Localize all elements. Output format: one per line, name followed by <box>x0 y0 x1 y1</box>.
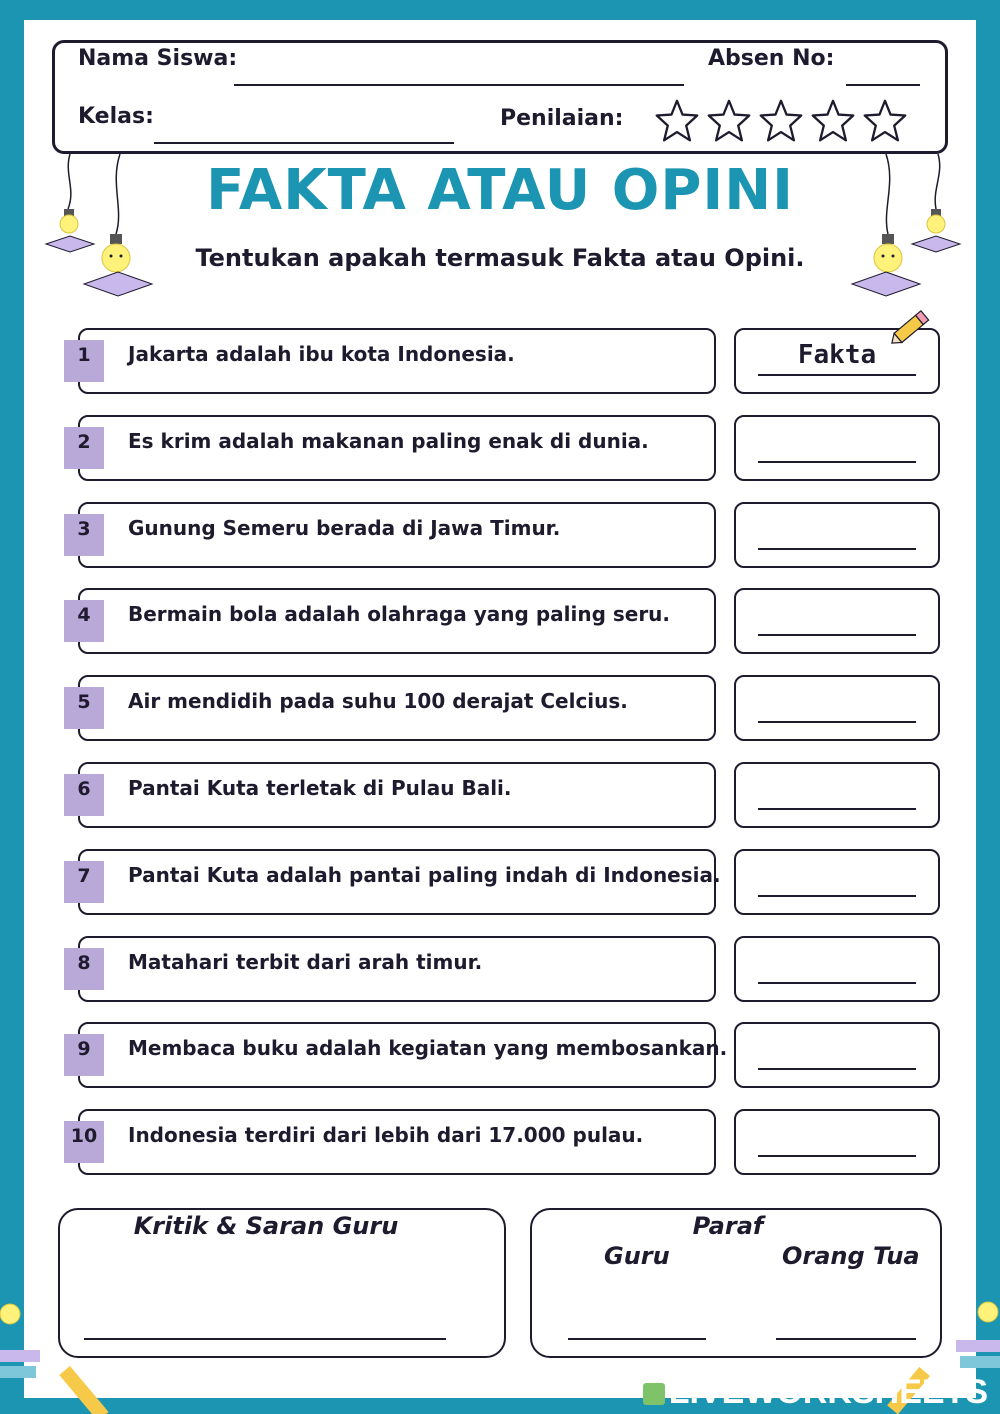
star-outline-icon[interactable] <box>654 98 700 144</box>
question-number: 8 <box>64 948 104 990</box>
question-number: 3 <box>64 514 104 556</box>
answer-box[interactable] <box>734 588 940 654</box>
absen-label: Absen No: <box>708 46 835 71</box>
liveworksheets-logo-icon <box>643 1383 665 1405</box>
answer-line[interactable] <box>758 1155 916 1157</box>
answer-line[interactable] <box>758 1068 916 1070</box>
question-text: Es krim adalah makanan paling enak di dunia. <box>128 429 649 453</box>
worksheet-page <box>24 20 976 1398</box>
question-text: Bermain bola adalah olahraga yang paling seru. <box>128 602 671 626</box>
signature-title: Paraf <box>692 1212 764 1240</box>
pencil-icon <box>886 302 936 352</box>
parent-signature-label: Orang Tua <box>782 1242 920 1270</box>
teacher-signature-label: Guru <box>604 1242 670 1270</box>
question-number: 5 <box>64 687 104 729</box>
rating-stars[interactable] <box>654 98 908 144</box>
question-text: Gunung Semeru berada di Jawa Timur. <box>128 516 561 540</box>
star-outline-icon[interactable] <box>862 98 908 144</box>
feedback-input-line[interactable] <box>84 1338 446 1340</box>
question-number: 6 <box>64 774 104 816</box>
answer-text[interactable]: Fakta <box>797 340 877 370</box>
name-input-line[interactable] <box>234 84 684 86</box>
score-label: Penilaian: <box>500 106 624 131</box>
star-outline-icon[interactable] <box>758 98 804 144</box>
question-number: 10 <box>64 1121 104 1163</box>
brand-watermark: LIVEWORKSHEETS <box>643 1373 988 1412</box>
question-text: Membaca buku adalah kegiatan yang membosankan. <box>128 1036 728 1060</box>
star-outline-icon[interactable] <box>706 98 752 144</box>
answer-line[interactable] <box>758 721 916 723</box>
question-number: 1 <box>64 340 104 382</box>
page-title: FAKTA ATAU OPINI <box>206 158 794 223</box>
teacher-signature-line[interactable] <box>568 1338 706 1340</box>
class-input-line[interactable] <box>154 142 454 144</box>
question-number: 4 <box>64 600 104 642</box>
answer-line[interactable] <box>758 374 916 376</box>
answer-box[interactable] <box>734 675 940 741</box>
question-text: Air mendidih pada suhu 100 derajat Celcius. <box>128 689 628 713</box>
answer-box[interactable] <box>734 1109 940 1175</box>
open-book-icon <box>852 272 920 296</box>
answer-line[interactable] <box>758 548 916 550</box>
answer-line[interactable] <box>758 634 916 636</box>
lightbulb-icon <box>978 1302 998 1322</box>
instruction-text: Tentukan apakah termasuk Fakta atau Opini. <box>195 244 805 272</box>
lightbulb-icon <box>0 1304 20 1324</box>
answer-line[interactable] <box>758 808 916 810</box>
open-book-icon <box>84 272 152 296</box>
star-outline-icon[interactable] <box>810 98 856 144</box>
question-text: Jakarta adalah ibu kota Indonesia. <box>128 342 515 366</box>
question-number: 7 <box>64 861 104 903</box>
question-text: Matahari terbit dari arah timur. <box>128 950 483 974</box>
ruler-icon <box>59 1366 108 1414</box>
name-label: Nama Siswa: <box>78 46 238 71</box>
corner-decoration-left <box>0 1300 120 1414</box>
class-label: Kelas: <box>78 104 154 129</box>
question-text: Indonesia terdiri dari lebih dari 17.000 pulau. <box>128 1123 644 1147</box>
absen-input-line[interactable] <box>846 84 920 86</box>
question-number: 9 <box>64 1034 104 1076</box>
answer-line[interactable] <box>758 895 916 897</box>
feedback-title: Kritik & Saran Guru <box>133 1212 399 1240</box>
answer-line[interactable] <box>758 982 916 984</box>
answer-box[interactable] <box>734 1022 940 1088</box>
question-text: Pantai Kuta adalah pantai paling indah di Indonesia. <box>128 863 721 887</box>
question-text: Pantai Kuta terletak di Pulau Bali. <box>128 776 512 800</box>
answer-box[interactable] <box>734 936 940 1002</box>
answer-box[interactable] <box>734 849 940 915</box>
question-number: 2 <box>64 427 104 469</box>
answer-box[interactable] <box>734 762 940 828</box>
answer-line[interactable] <box>758 461 916 463</box>
answer-box[interactable] <box>734 415 940 481</box>
answer-box[interactable] <box>734 502 940 568</box>
